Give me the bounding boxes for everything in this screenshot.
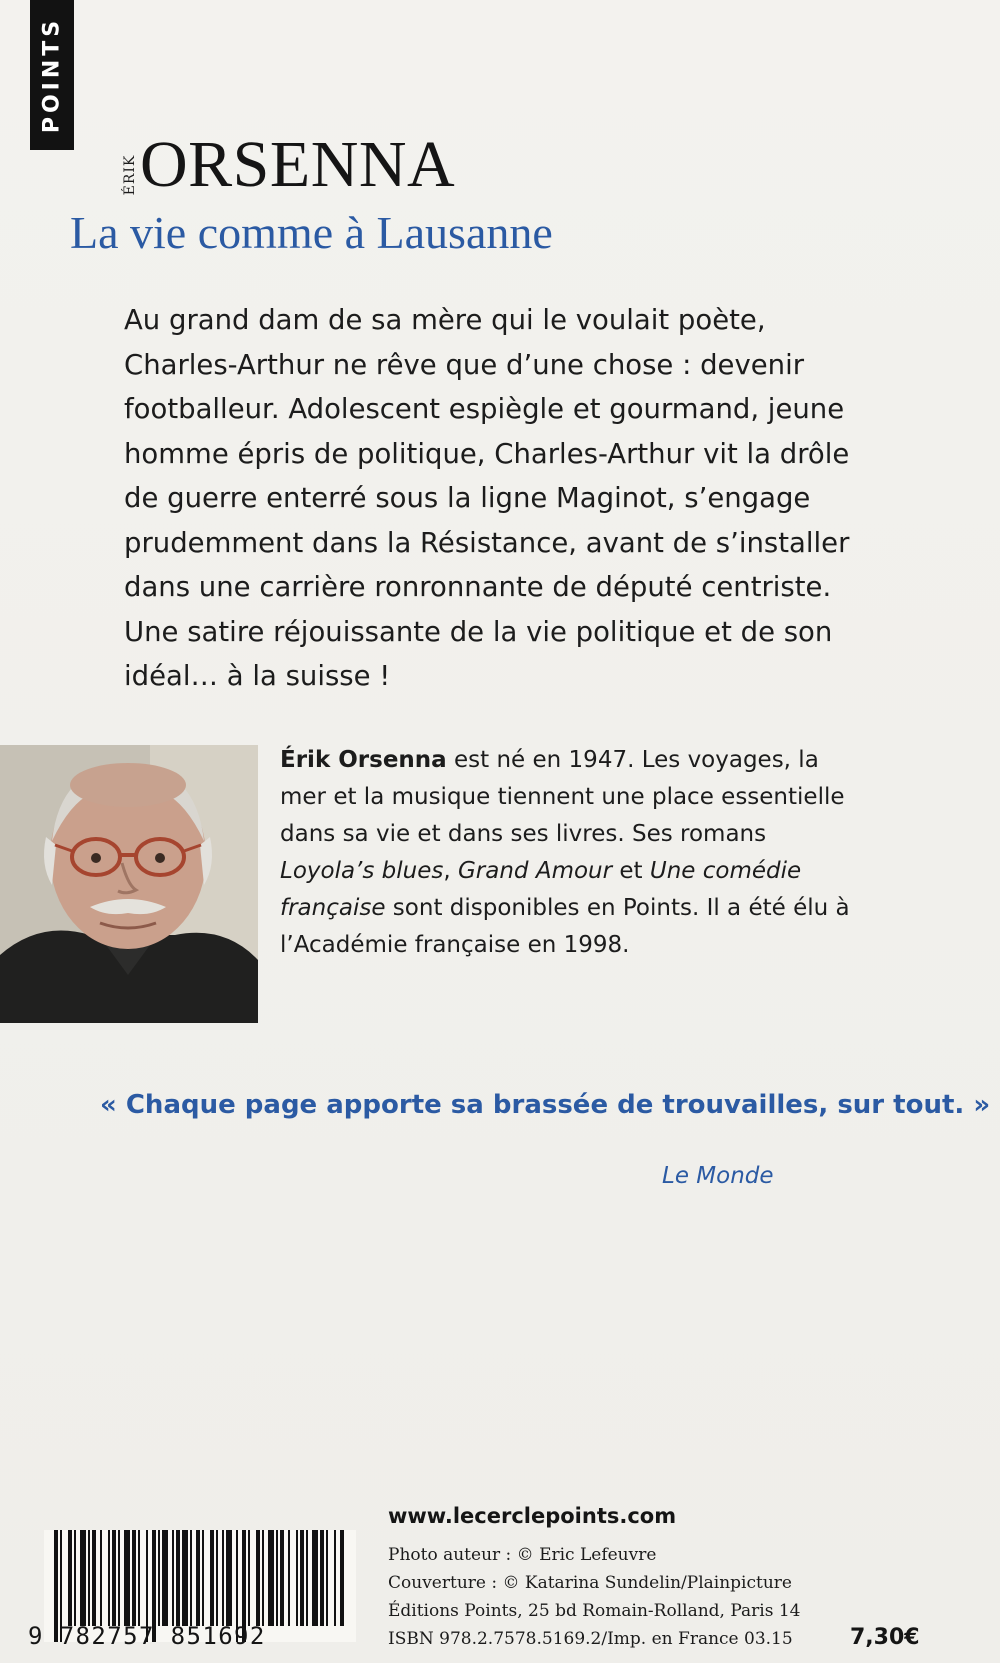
- bio-separator-1: ,: [443, 858, 458, 884]
- barcode-bar: [100, 1530, 102, 1626]
- author-portrait-icon: [0, 745, 258, 1023]
- credit-publisher-address: Éditions Points, 25 bd Romain-Rolland, Paris 14: [388, 1601, 801, 1621]
- publisher-website[interactable]: www.lecerclepoints.com: [388, 1504, 677, 1528]
- bio-author-name: Érik Orsenna: [280, 747, 447, 773]
- bio-title-2: Grand Amour: [457, 858, 613, 884]
- barcode-bar: [320, 1530, 324, 1626]
- publisher-logo: [30, 0, 74, 150]
- barcode-bar: [138, 1530, 140, 1626]
- barcode-bar: [124, 1530, 130, 1626]
- barcode-bar: [222, 1530, 224, 1626]
- barcode-bar: [216, 1530, 218, 1626]
- barcode-bar: [132, 1530, 136, 1626]
- book-title: La vie comme à Lausanne: [70, 207, 553, 258]
- blurb: Au grand dam de sa mère qui le voulait poète, Charles-Arthur ne rêve que d’une chose : devenir footballeur. Adolescent espiègle et gourmand, jeune homme épris de politique, Charles-Arthur vit la drôle de guerre enterré sous la ligne Maginot, s’engage prudemment dans la Résistance, avant de s’installer dans une carrière ronronnante de député centriste. Une satire réjouissante de la vie politique et de son idéal… à la suisse !: [124, 304, 850, 692]
- barcode-bar: [276, 1530, 278, 1626]
- barcode-number: 9 782757 851692: [28, 1622, 266, 1650]
- barcode-bar: [280, 1530, 284, 1626]
- barcode-bar: [172, 1530, 174, 1626]
- barcode-bar: [300, 1530, 304, 1626]
- barcode-bar: [312, 1530, 318, 1626]
- barcode-bar: [118, 1530, 120, 1626]
- bio-text-1: est né en 1947. Les voyages, la mer et la musique tiennent une place essentielle dans sa vie et dans ses livres. Ses romans: [280, 747, 845, 847]
- press-quote: « Chaque page apporte sa brassée de trouvailles, sur tout. »: [100, 1090, 991, 1120]
- barcode-bar: [158, 1530, 160, 1626]
- credit-cover: Couverture : © Katarina Sundelin/Plainpicture: [388, 1573, 792, 1593]
- author-last-name: ORSENNA: [140, 128, 456, 201]
- barcode-bar: [256, 1530, 260, 1626]
- barcode-bar: [112, 1530, 116, 1626]
- barcode-bar: [74, 1530, 76, 1626]
- barcode-bar: [190, 1530, 192, 1626]
- barcode-bar: [68, 1530, 72, 1626]
- barcode-bar: [88, 1530, 90, 1626]
- barcode-bar: [268, 1530, 274, 1626]
- barcode-bar: [92, 1530, 96, 1626]
- barcode-bar: [80, 1530, 86, 1626]
- credits-block: [388, 1541, 800, 1653]
- barcode-bar: [326, 1530, 328, 1626]
- press-quote-source: Le Monde: [662, 1163, 774, 1189]
- bio-text-2: sont disponibles en Points. Il a été élu à l’Académie française en 1998.: [280, 895, 850, 958]
- barcode-bar: [162, 1530, 168, 1626]
- barcode-bar: [202, 1530, 204, 1626]
- author-first-name-block: [120, 150, 140, 200]
- credit-photo: Photo auteur : © Eric Lefeuvre: [388, 1545, 657, 1565]
- barcode-bar: [262, 1530, 264, 1626]
- barcode-bar: [182, 1530, 188, 1626]
- barcode-bar: [196, 1530, 200, 1626]
- bio-title-3: Une comédie française: [280, 858, 802, 921]
- barcode-bar: [334, 1530, 336, 1626]
- barcode-bar: [176, 1530, 180, 1626]
- barcode-bar: [296, 1530, 298, 1626]
- barcode-bar: [340, 1530, 344, 1626]
- author-photo: [0, 745, 258, 1023]
- bio-title-1: Loyola’s blues: [280, 858, 444, 884]
- publisher-name: POINTS: [39, 16, 65, 134]
- author-bio: [280, 742, 860, 964]
- price: 7,30€: [850, 1625, 920, 1650]
- barcode-bar: [248, 1530, 250, 1626]
- author-first-name: ÉRIK: [122, 154, 138, 196]
- barcode-bar: [108, 1530, 110, 1626]
- barcode-bar: [210, 1530, 214, 1626]
- barcode-bar: [226, 1530, 232, 1626]
- barcode-bar: [288, 1530, 290, 1626]
- barcode-bar: [306, 1530, 308, 1626]
- bio-separator-2: et: [612, 858, 650, 884]
- credit-isbn: ISBN 978.2.7578.5169.2/Imp. en France 03.15: [388, 1629, 793, 1649]
